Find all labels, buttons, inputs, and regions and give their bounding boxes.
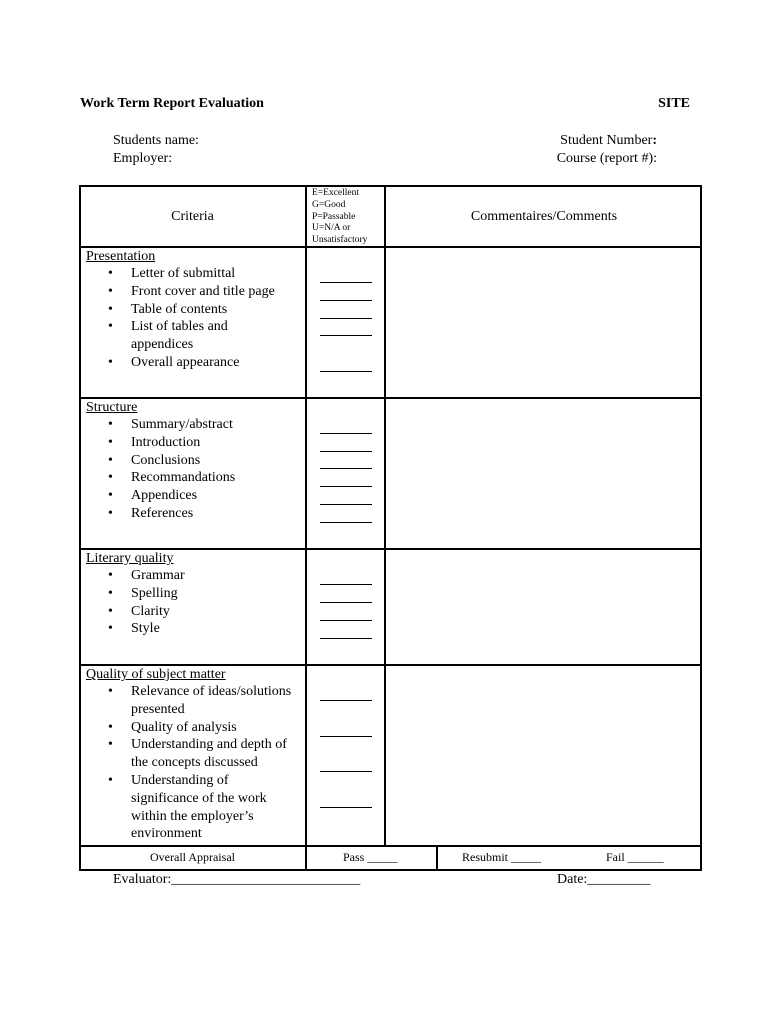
legend-passable: P=Passable: [312, 211, 356, 222]
rating-blank[interactable]: [320, 433, 372, 434]
student-number-label: [560, 133, 657, 149]
list-item: • Style: [86, 620, 311, 638]
rating-blank[interactable]: [320, 522, 372, 523]
course-label: Course (report #):: [556, 151, 657, 166]
rating-blank[interactable]: [320, 486, 372, 487]
list-item: • Recommandations: [86, 469, 311, 487]
legend-na: U=N/A or: [312, 223, 351, 234]
rating-legend: [312, 188, 367, 247]
row-divider-presentation: [79, 397, 702, 399]
evaluator-field[interactable]: Evaluator:___________________________: [113, 872, 361, 887]
rating-blank[interactable]: [320, 771, 372, 772]
rating-blank[interactable]: [320, 451, 372, 452]
list-item: • Clarity: [86, 603, 311, 621]
date-field[interactable]: Date:_________: [557, 872, 651, 887]
employer-label: Employer:: [113, 151, 173, 166]
row-divider-header: [79, 246, 702, 248]
rating-blank[interactable]: [320, 620, 372, 621]
legend-good: G=Good: [312, 199, 346, 210]
section-title: Presentation: [86, 249, 156, 264]
rating-blank[interactable]: [320, 700, 372, 701]
rating-blank[interactable]: [320, 736, 372, 737]
list-item: • List of tables and appendices: [86, 318, 251, 354]
section-structure: [86, 400, 311, 523]
section-literary-quality: [86, 551, 311, 638]
list-item: • Grammar: [86, 567, 311, 585]
list-item: • Understanding and depth of the concepts discussed: [86, 736, 301, 772]
row-divider-literary: [79, 664, 702, 666]
list-item: • Introduction: [86, 434, 311, 452]
legend-excellent: E=Excellent: [312, 188, 360, 198]
section-title: Literary quality: [86, 551, 174, 566]
list-item: • Understanding of significance of the work within the employer’s environment: [86, 772, 291, 843]
rating-blank[interactable]: [320, 371, 372, 372]
list-item: • Table of contents: [86, 301, 311, 319]
section-title: Structure: [86, 400, 138, 415]
rating-blank[interactable]: [320, 282, 372, 283]
section-subject-matter: [86, 667, 311, 843]
list-item: • Overall appearance: [86, 354, 311, 372]
comments-header: Commentaires/Comments: [470, 209, 618, 224]
student-number-colon: :: [652, 133, 657, 148]
list-item: • Spelling: [86, 585, 311, 603]
pass-field[interactable]: Pass _____: [343, 850, 398, 864]
row-divider-structure: [79, 548, 702, 550]
rating-blank[interactable]: [320, 584, 372, 585]
form-title: Work Term Report Evaluation: [80, 96, 264, 111]
list-item: • Appendices: [86, 487, 311, 505]
resubmit-field[interactable]: Resubmit _____: [462, 850, 542, 864]
rating-blank[interactable]: [320, 300, 372, 301]
list-item: • Front cover and title page: [86, 283, 311, 301]
list-item: • References: [86, 505, 311, 523]
rating-blank[interactable]: [320, 638, 372, 639]
rating-blank[interactable]: [320, 468, 372, 469]
rating-blank[interactable]: [320, 807, 372, 808]
section-presentation: [86, 249, 311, 372]
rating-blank[interactable]: [320, 504, 372, 505]
list-item: • Letter of submittal: [86, 265, 311, 283]
criteria-header: Criteria: [171, 209, 214, 224]
student-number-text: Student Number: [560, 133, 653, 148]
list-item: • Conclusions: [86, 452, 311, 470]
column-divider-rating: [384, 185, 386, 847]
rating-blank[interactable]: [320, 318, 372, 319]
row-divider-quality: [79, 845, 702, 847]
list-item: • Relevance of ideas/solutions presented: [86, 683, 296, 719]
student-name-label: Students name:: [113, 133, 199, 148]
rating-blank[interactable]: [320, 602, 372, 603]
legend-unsatisfactory: Unsatisfactory: [312, 235, 368, 246]
list-item: • Quality of analysis: [86, 719, 311, 737]
section-title: Quality of subject matter: [86, 667, 226, 682]
rating-blank[interactable]: [320, 335, 372, 336]
fail-field[interactable]: Fail ______: [606, 850, 664, 864]
list-item: • Summary/abstract: [86, 416, 311, 434]
column-divider-resubmit: [436, 847, 438, 871]
overall-appraisal-label: Overall Appraisal: [150, 850, 235, 864]
org-label: SITE: [658, 96, 690, 111]
